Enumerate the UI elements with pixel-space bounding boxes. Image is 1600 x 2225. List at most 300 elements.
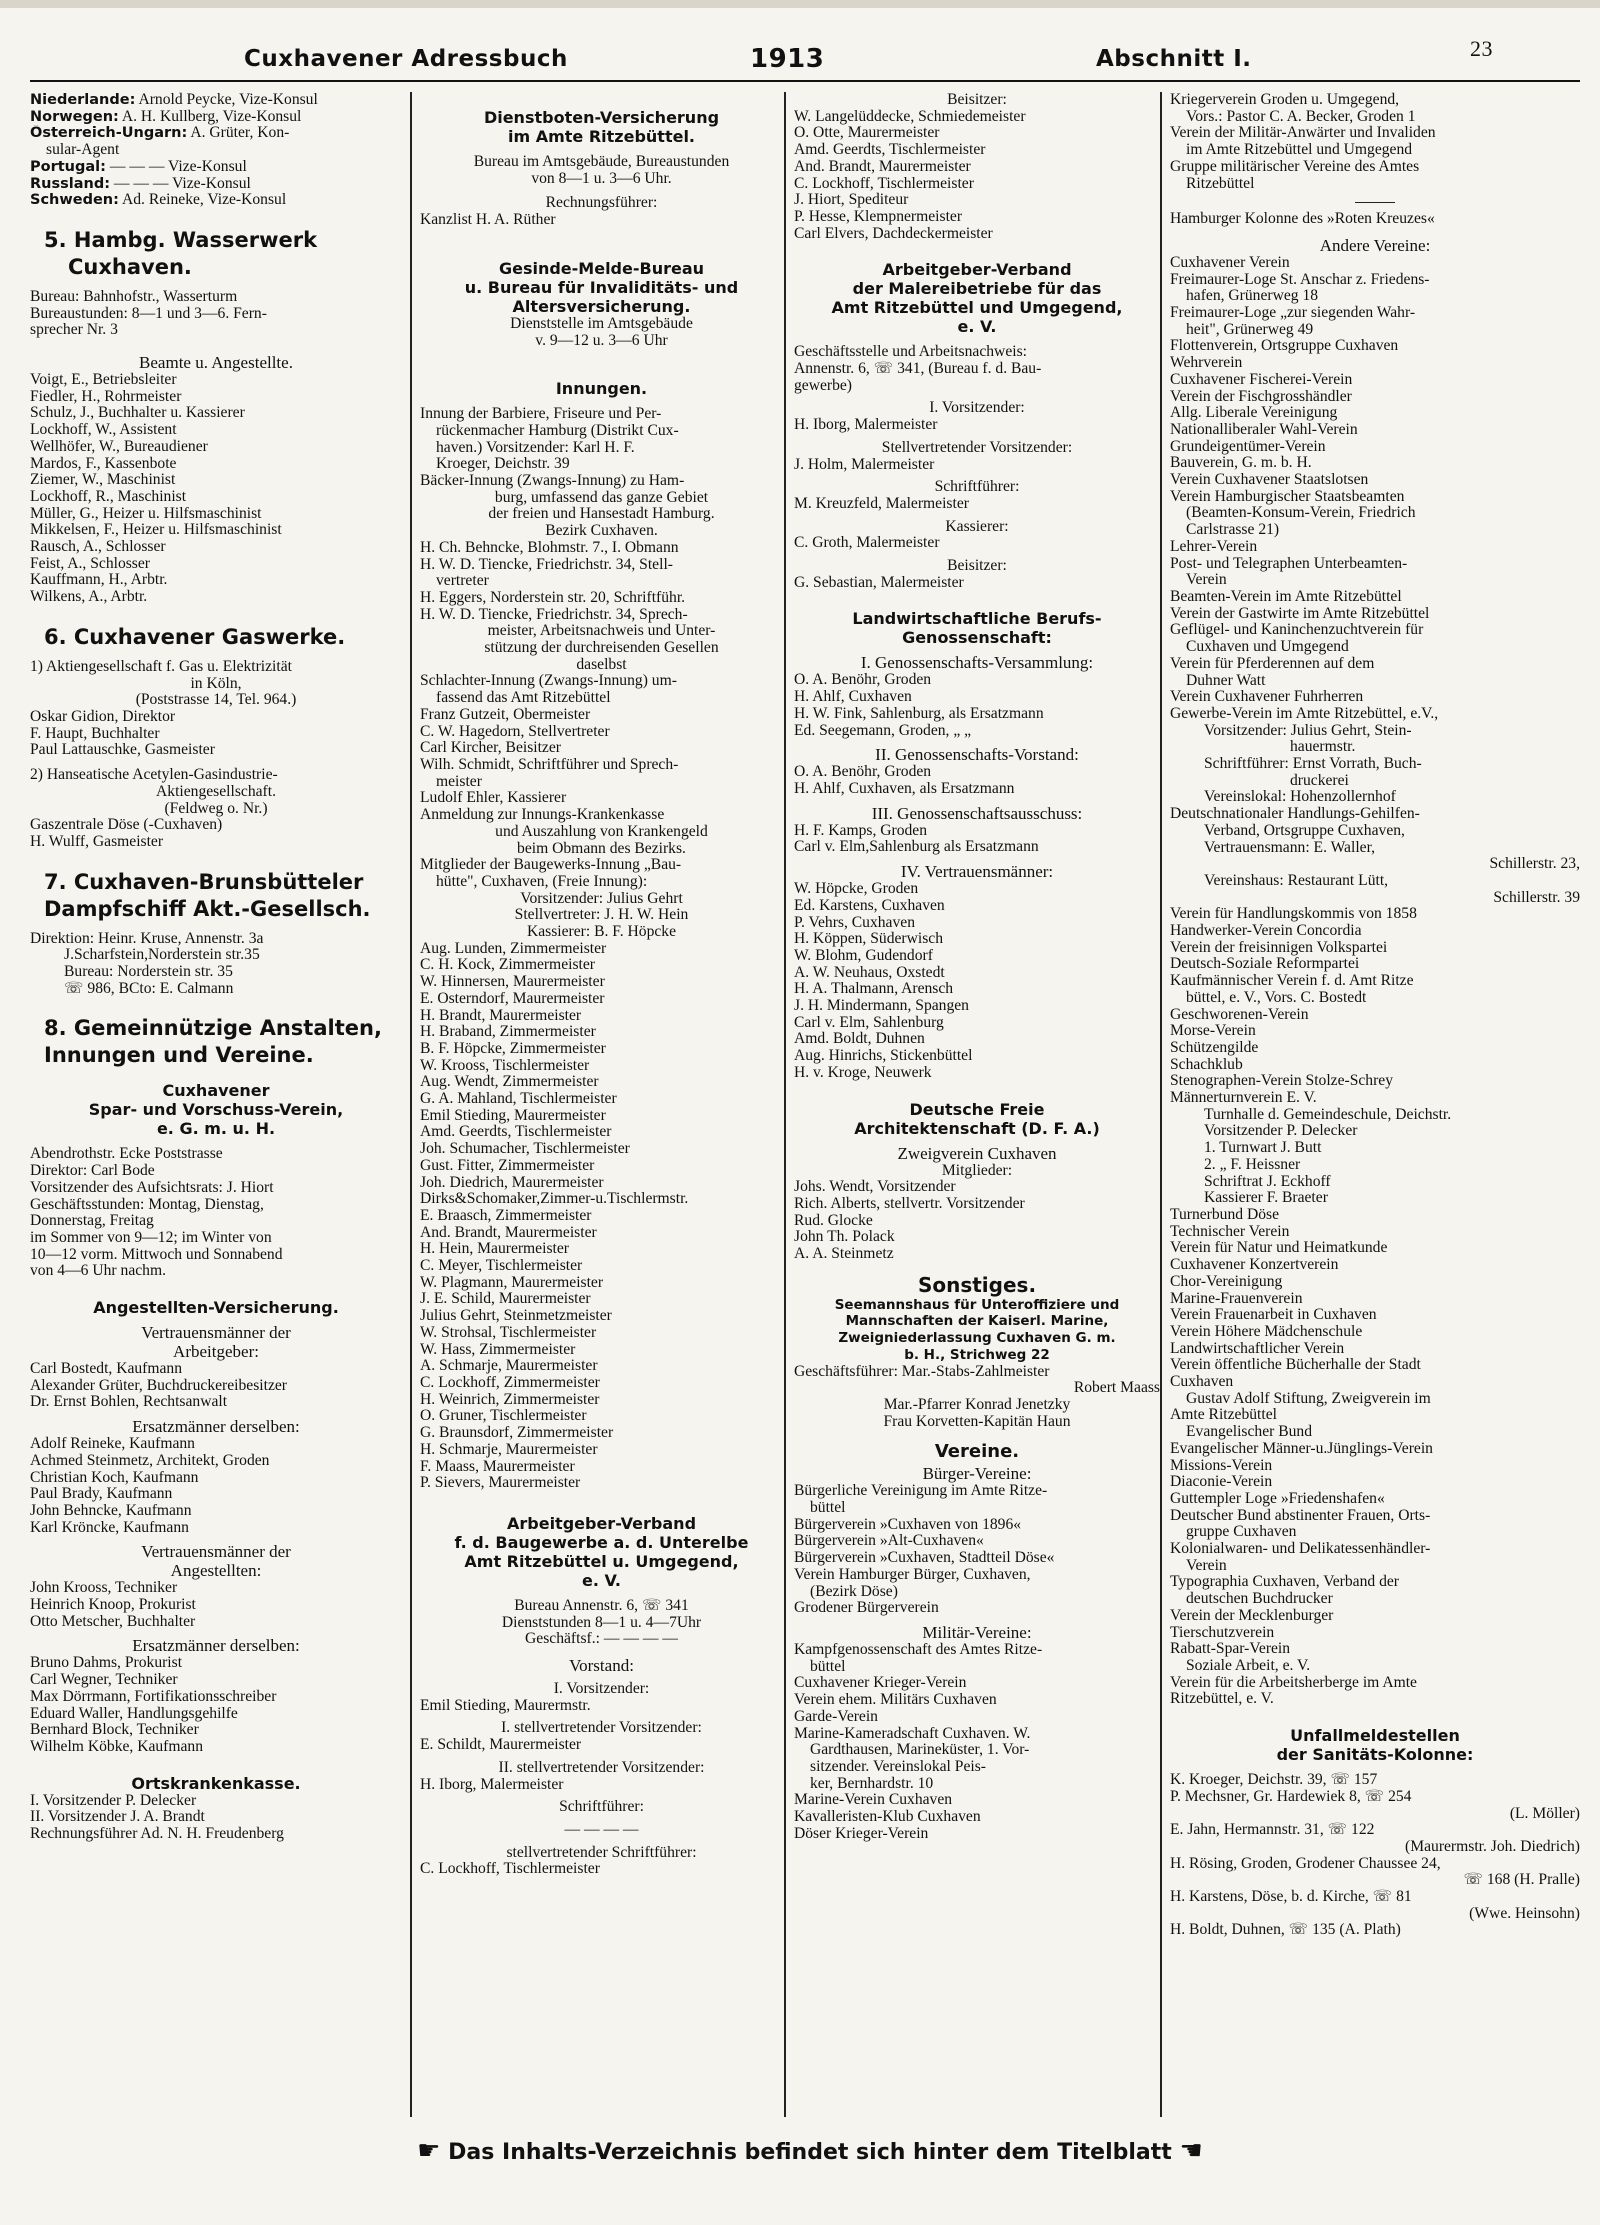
entry-line: J. H. Mindermann, Spangen [794,998,969,1015]
entry-line: Anmeldung zur Innungs-Krankenkasse [420,807,665,824]
entry-line: büttel, e. V., Vors. C. Bostedt [1186,989,1367,1006]
consul-entry [30,159,402,176]
entry-line: Annenstr. 6, ☏ 341, (Bureau f. d. Bau- [794,361,1042,378]
entry-line: Marine-Frauenverein [1170,1290,1303,1307]
entry-line: e. V. [582,1570,621,1590]
consul-country: Schweden: [30,192,119,209]
entry-line: Vorsitzender: Julius Gehrt [520,890,683,907]
entry-line: Bezirk Cuxhaven. [545,523,658,540]
column-2 [410,92,783,2117]
entry-line: J. E. Schild, Maurermeister [420,1291,591,1308]
entry-line: I. stellvertretender Vorsitzender: [501,1720,702,1737]
entry-line: Verband, Ortsgruppe Cuxhaven, [1204,822,1405,839]
genossenschaft-4-heading: IV. Vertrauensmänner: [900,862,1054,882]
entry-line: beim Obmann des Bezirks. [517,840,686,857]
entry-line: Post- und Telegraphen Unterbeamten- [1170,555,1408,572]
entry-line: im Amte Ritzebüttel und Umgegend [1186,142,1413,159]
entry-line: Verein Cuxhavener Fuhrherren [1170,689,1364,706]
entry-line: Stellvertretender Vorsitzender: [881,439,1073,456]
entry-line: H. Ahlf, Cuxhaven [794,689,912,706]
entry-line: G. Sebastian, Malermeister [794,574,964,591]
dfa-title [794,1100,1160,1138]
entry-line: Bernhard Block, Techniker [30,1722,199,1739]
entry-line: Arbeitgeber: [173,1342,259,1362]
entry-line: büttel [810,1500,846,1517]
entry-line: heit", Grünerweg 49 [1186,321,1314,338]
entry-line: daselbst [576,656,627,673]
entry-line: H. Ahlf, Cuxhaven, als Ersatzmann [794,780,1015,797]
column-3 [784,92,1160,2117]
entry-line: Bäcker-Innung (Zwangs-Innung) zu Ham- [420,473,685,490]
entry-line: Kampfgenossenschaft des Amtes Ritze- [794,1642,1043,1658]
genossenschaft-1-list [794,672,1160,739]
entry-line: Cuxhavener Verein [1170,254,1290,271]
buerger-vereine-heading: Bürger-Vereine: [922,1464,1032,1484]
entry-line: Kaufmännischer Verein f. d. Amt Ritze [1170,973,1414,990]
entry-line: Gustav Adolf Stiftung, Zweigverein im [1186,1390,1431,1407]
entry-line: Bürgerliche Vereinigung im Amte Ritze- [794,1483,1048,1500]
entry-line: Beamten-Verein im Amte Ritzebüttel [1170,588,1402,605]
entry-line: Verein für Natur und Heimatkunde [1170,1240,1388,1257]
entry-line: Amt Ritzebüttel und Umgegend, [831,298,1123,318]
entry-line: C. Meyer, Tischlermeister [420,1258,583,1275]
entry-line: Gardthausen, Marineküster, 1. Vor- [810,1742,1030,1759]
angestellten-versicherung-title: Angestellten-Versicherung. [93,1298,339,1318]
entry-line: ker, Bernhardstr. 10 [810,1775,934,1792]
entry-line: Emil Stieding, Maurermstr. [420,1697,591,1714]
section-5-info [30,289,402,339]
entry-line: Rud. Glocke [794,1212,873,1229]
entry-line: Männerturnverein E. V. [1170,1090,1317,1107]
entry-line: Vereinshaus: Restaurant Lütt, [1204,872,1389,889]
militaer-vereine-list [794,1642,1160,1842]
gesinde-info [420,316,783,349]
entry-line: Arbeitgeber-Verband [506,1513,697,1533]
entry-line: P. Vehrs, Cuxhaven [794,914,915,931]
entry-line: Flottenverein, Ortsgruppe Cuxhaven [1170,338,1399,355]
abv-vorstand-heading: Vorstand: [569,1656,634,1676]
entry-line: Kassierer F. Braeter [1204,1190,1328,1207]
entry-line: Gaszentrale Döse (-Cuxhaven) [30,817,223,834]
entry-line: Gust. Fitter, Zimmermeister [420,1157,595,1174]
genossenschaft-3-heading: III. Genossenschaftsausschuss: [871,803,1083,823]
entry-line: Otto Metscher, Buchhalter [30,1613,196,1630]
entry-line: II. Vorsitzender J. A. Brandt [30,1809,205,1826]
entry-line: Mar.-Pfarrer Konrad Jenetzky [883,1396,1071,1413]
entry-line: P. Mechsner, Gr. Hardewiek 8, ☏ 254 [1170,1788,1412,1805]
unfallmeldestellen-title [1170,1726,1580,1764]
entry-line: Schachklub [1170,1056,1243,1073]
entry-line: Dienststelle im Amtsgebäude [510,315,693,332]
consul-name: A. Grüter, Kon- [187,125,290,142]
entry-line: I. Vorsitzender: [553,1681,650,1698]
entry-line: Verein Hamburgischer Staatsbeamten [1170,488,1405,505]
entry-line: gruppe Cuxhaven [1186,1524,1297,1541]
consul-entry [30,109,402,126]
entry-line: Vorsitzender des Aufsichtsrats: J. Hiort [30,1179,274,1196]
entry-line: Tierschutzverein [1170,1624,1275,1641]
entry-line: Aug. Hinrichs, Stickenbüttel [794,1048,973,1065]
entry-line: (L. Möller) [1509,1805,1580,1822]
dienstboten-rf-name: Kanzlist H. A. Rüther [420,211,556,229]
entry-line: Robert Maass [1073,1380,1160,1397]
entry-line: Zweigniederlassung Cuxhaven G. m. [838,1330,1116,1347]
entry-line: sprecher Nr. 3 [30,322,118,339]
entry-line: Cuxhavener Fischerei-Verein [1170,371,1353,388]
entry-line: Marine-Verein Cuxhaven [794,1792,953,1809]
entry-line: Abendrothstr. Ecke Poststrasse [30,1146,223,1163]
entry-line: b. H., Strichweg 22 [904,1346,1050,1363]
footer-note [330,2133,1290,2169]
entry-line: Dirks&Schomaker,Zimmer-u.Tischlermstr. [420,1191,689,1208]
entry-line: P. Sievers, Maurermeister [420,1475,581,1492]
entry-line: Innung der Barbiere, Friseure und Per- [420,406,662,423]
entry-line: Lehrer-Verein [1170,538,1258,555]
av-group-4 [30,1655,402,1755]
pointing-hand-right-icon: ☛ [417,2136,441,2166]
entry-line: H. Köppen, Süderwisch [794,931,943,948]
entry-line: Schriftführer: [559,1799,644,1816]
consul-name: Ad. Reineke, Vize-Konsul [118,192,287,209]
header-title: Cuxhavener Adressbuch [244,46,568,72]
entry-line: Gesinde-Melde-Bureau [498,258,705,278]
maler-verband-title [794,260,1160,336]
entry-line: stellvertretender Schriftführer: [506,1844,697,1861]
entry-line: Schriftrat J. Eckhoff [1204,1173,1331,1190]
entry-line: O. Otte, Maurermeister [794,125,940,142]
section-8-title [30,1015,402,1069]
entry-line: Ritzebüttel [1186,175,1255,192]
entry-line: Evangelischer Männer-u.Jünglings-Verein [1170,1440,1433,1457]
entry-line: A. Schmarje, Maurermeister [420,1358,598,1375]
entry-line: burg, umfassend das ganze Gebiet [494,489,709,506]
entry-line: Vors.: Pastor C. A. Becker, Groden 1 [1186,108,1416,125]
entry-line: J. Holm, Malermeister [794,456,935,473]
entry-line: Cuxhaven und Umgegend [1186,639,1349,656]
entry-line: Turnhalle d. Gemeindeschule, Deichstr. [1204,1106,1452,1123]
entry-line: Bürgerverein »Cuxhaven von 1896« [794,1516,1022,1533]
entry-line: Johs. Wendt, Vorsitzender [794,1179,956,1196]
entry-line: Mannschaften der Kaiserl. Marine, [845,1313,1109,1330]
dienstboten-rf-label: Rechnungsführer: [545,194,658,212]
entry-line: And. Brandt, Maurermeister [420,1224,597,1241]
entry-line: A. A. Steinmetz [794,1246,894,1263]
consul-country: Portugal: [30,158,106,175]
entry-line: Adolf Reineke, Kaufmann [30,1436,195,1453]
entry-line: H. A. Thalmann, Arensch [794,981,954,998]
entry-line: Bureau: Bahnhofstr., Wasserturm [30,288,238,305]
maler-verband-info [794,344,1160,394]
entry-line: Bureaustunden: 8—1 und 3—6. Fern- [30,305,267,322]
entry-line: Franz Gutzeit, Obermeister [420,706,591,723]
entry-line: Mardos, F., Kassenbote [30,455,177,472]
entry-line: ☏ 986, BCto: E. Calmann [64,980,234,997]
entry-line: I. Vorsitzender: [929,400,1025,417]
entry-line: Geschäftsstelle und Arbeitsnachweis: [794,344,1027,361]
entry-line: stützung der durchreisenden Gesellen [484,640,719,657]
entry-line: Paul Brady, Kaufmann [30,1486,173,1503]
entry-line: G. Braunsdorf, Zimmermeister [420,1425,614,1442]
entry-line: Bauverein, G. m. b. H. [1170,455,1312,472]
entry-line: ☏ 168 (H. Pralle) [1463,1872,1580,1889]
av-group-3-heading [30,1542,402,1580]
dienstboten-info [420,154,783,187]
entry-line: John Behncke, Kaufmann [30,1502,192,1519]
entry-line: H. Eggers, Norderstein str. 20, Schriftführ. [420,589,686,606]
entry-line: Deutsch-Soziale Reformpartei [1170,956,1360,973]
entry-line: sitzender. Vereinslokal Peis- [810,1758,986,1775]
abv-vorstand-list [420,1681,783,1878]
entry-line: Paul Lattauschke, Gasmeister [30,742,215,759]
entry-line: H. W. Fink, Sahlenburg, als Ersatzmann [794,705,1044,722]
entry-line: Geschworenen-Verein [1170,1006,1309,1023]
entry-line: W. Höpcke, Groden [794,881,919,898]
entry-line: W. Langelüddecke, Schmiedemeister [794,108,1026,125]
entry-line: im Amte Ritzebüttel. [507,127,696,146]
entry-line: Aktiengesellschaft. [156,783,276,800]
entry-line: I. Vorsitzender P. Delecker [30,1792,197,1809]
entry-line: Architektenschaft (D. F. A.) [854,1118,1100,1138]
militaer-vereine-heading: Militär-Vereine: [922,1623,1032,1642]
entry-line: Genossenschaft: [902,628,1052,648]
entry-line: Cuxhavener Konzertverein [1170,1257,1339,1274]
entry-line: Bürgerverein »Alt-Cuxhaven« [794,1533,984,1550]
entry-line: W. Plagmann, Maurermeister [420,1274,604,1291]
page-number: 23 [1470,36,1493,61]
dienstboten-title [420,108,783,146]
consul-name: A. H. Kullberg, Vize-Konsul [118,108,302,125]
consul-list [30,92,402,209]
entry-line: Lockhoff, R., Maschinist [30,488,187,505]
entry-line: Oskar Gidion, Direktor [30,708,176,725]
entry-line: 2. „ F. Heissner [1204,1156,1301,1173]
unfallmeldestellen-list [1170,1772,1580,1939]
entry-line: (Maurermstr. Joh. Diedrich) [1405,1838,1580,1855]
entry-line: H. W. D. Tiencke, Friedrichstr. 34, Stell- [420,556,673,573]
entry-line: A. W. Neuhaus, Oxstedt [794,964,945,981]
entry-line: (Bezirk Döse) [810,1583,898,1600]
abv-baugewerbe-title [420,1514,783,1590]
entry-line: H. Iborg, Malermeister [794,417,938,434]
section-5-title-line: Cuxhaven. [68,254,192,279]
entry-line: Carl Wegner, Techniker [30,1672,178,1689]
entry-line: und Auszahlung von Krankengeld [495,823,708,840]
entry-line: der Malereibetriebe für das [852,279,1102,299]
entry-line: Arbeitgeber-Verband [882,260,1072,280]
consul-name: sular-Agent [46,142,120,159]
entry-line: Geschäftsführer: Mar.-Stabs-Zahlmeister [794,1363,1050,1380]
entry-line: Stenographen-Verein Stolze-Schrey [1170,1073,1394,1090]
entry-line: meister [436,773,482,790]
consul-entry [30,92,402,109]
entry-line: C. Groth, Malermeister [794,535,940,552]
consul-country: Norwegen: [30,108,119,125]
entry-line: Feist, A., Schlosser [30,555,150,572]
consul-name: — — — Vize-Konsul [110,175,251,192]
entry-line: hauermstr. [1290,739,1356,756]
entry-line: H. Hein, Maurermeister [420,1241,569,1258]
genossenschaft-4-list [794,881,1160,1081]
section-7-title-line: Dampfschiff Akt.-Gesellsch. [44,896,371,921]
section-8-title-line: 8. Gemeinnützige Anstalten, [44,1016,382,1041]
entry-line: Schillerstr. 39 [1493,889,1580,906]
entry-line: u. Bureau für Invaliditäts- und [464,277,739,297]
seemannshaus-title [794,1297,1160,1364]
entry-line: Grodener Bürgerverein [794,1600,939,1617]
entry-line: Seemannshaus für Unteroffiziere und [834,1296,1120,1313]
entry-line: Schillerstr. 23, [1489,856,1580,873]
entry-line: 1) Aktiengesellschaft f. Gas u. Elektrizität [30,658,292,675]
genossenschaft-2-list [794,764,1160,797]
entry-line: Geflügel- und Kaninchenzuchtverein für [1170,622,1424,639]
entry-line: Altersversicherung. [512,296,691,316]
entry-line: Verein der Militär-Anwärter und Invaliden [1170,125,1436,142]
entry-line: H. Weinrich, Zimmermeister [420,1391,600,1408]
entry-line: meister, Arbeitsnachweis und Unter- [487,623,716,640]
entry-line: Carl Kircher, Beisitzer [420,740,561,757]
entry-line: Aug. Wendt, Zimmermeister [420,1074,599,1091]
entry-line: (Feldweg o. Nr.) [164,800,268,817]
vereine-title: Vereine. [934,1441,1020,1463]
av-group-1 [30,1361,402,1411]
entry-line: Deutsche Freie [909,1099,1045,1119]
genossenschaft-3-list [794,823,1160,856]
entry-line: deutschen Buchdrucker [1186,1591,1333,1608]
header-year: 1913 [750,44,825,74]
entry-line: Carl v. Elm,Sahlenburg als Ersatzmann [794,839,1039,856]
entry-line: Spar- und Vorschuss-Verein, [88,1100,344,1120]
dfa-members [794,1179,1160,1263]
entry-line: Joh. Diedrich, Maurermeister [420,1174,604,1191]
andere-vereine-heading: Andere Vereine: [1319,235,1431,255]
entry-line: hütte", Cuxhaven, (Freie Innung): [436,873,648,890]
section-7-title [30,869,402,923]
entry-line: Christian Koch, Kaufmann [30,1469,199,1486]
entry-line: Schriftführer: Ernst Vorrath, Buch- [1204,756,1422,773]
entry-line: Frau Korvetten-Kapitän Haun [883,1413,1071,1430]
entry-line: der Sanitäts-Kolonne: [1276,1745,1474,1765]
entry-line: Mikkelsen, F., Heizer u. Hilfsmaschinist [30,522,282,539]
entry-line: Rabatt-Spar-Verein [1170,1641,1291,1658]
consul-entry [30,192,402,209]
entry-line: Verein der Mecklenburger [1170,1607,1334,1624]
entry-line: Freimaurer-Loge St. Anschar z. Friedens- [1170,271,1430,288]
entry-line: e. G. m. u. H. [156,1119,276,1139]
sonstiges-title: Sonstiges. [917,1272,1037,1297]
entry-line: H. Karstens, Döse, b. d. Kirche, ☏ 81 [1170,1889,1412,1906]
entry-line: M. Kreuzfeld, Malermeister [794,495,969,512]
entry-line: W. Krooss, Tischlermeister [420,1057,590,1074]
entry-line: (Beamten-Konsum-Verein, Friedrich [1186,505,1416,522]
header-section: Abschnitt I. [1096,46,1252,72]
entry-line: Typographia Cuxhaven, Verband der [1170,1574,1399,1591]
entry-line: Direktor: Carl Bode [30,1163,155,1180]
entry-line: Guttempler Loge »Friedenshafen« [1170,1490,1385,1507]
entry-line: Amd. Geerdts, Tischlermeister [420,1124,612,1141]
entry-line: Vorsitzender P. Delecker [1204,1123,1358,1140]
entry-line: H. W. D. Tiencke, Friedrichstr. 34, Sprech- [420,606,688,623]
entry-line: (Wwe. Heinsohn) [1469,1905,1580,1922]
section-6-company-b-staff [30,817,402,850]
section-6-company-b [30,767,402,817]
entry-line: Angestellten: [170,1561,262,1581]
column-4 [1160,92,1580,2117]
entry-line: — — — — [564,1821,639,1838]
entry-line: Verein Höhere Mädchenschule [1170,1323,1363,1340]
entry-line: Cuxhaven [1170,1374,1234,1391]
section-6-company-a [30,659,402,709]
entry-line: gewerbe) [794,377,853,394]
entry-line: C. Lockhoff, Zimmermeister [420,1375,600,1391]
entry-line: F. Haupt, Buchhalter [30,725,160,742]
entry-line: John Th. Polack [794,1229,895,1246]
entry-line: And. Brandt, Maurermeister [794,158,971,175]
entry-line: E. Braasch, Zimmermeister [420,1207,592,1224]
entry-line: Mitglieder der Baugewerks-Innung „Bau- [420,857,682,874]
entry-line: Landwirtschaftliche Berufs- [852,609,1102,629]
entry-line: Evangelischer Bund [1186,1424,1313,1441]
section-6-company-a-staff [30,709,402,759]
entry-line: Geschäftsstunden: Montag, Dienstag, [30,1196,264,1213]
entry-line: O. A. Benöhr, Groden [794,764,932,781]
entry-line: Wilhelm Köbke, Kaufmann [30,1739,204,1755]
entry-line: Beisitzer: [947,558,1007,575]
pointing-hand-left-icon: ☚ [1179,2136,1203,2166]
entry-line: Aug. Lunden, Zimmermeister [420,940,607,957]
seemannshaus-info [794,1364,1160,1431]
entry-line: H. Iborg, Malermeister [420,1776,564,1793]
entry-line: Diaconie-Verein [1170,1474,1273,1491]
entry-line: Direktion: Heinr. Kruse, Annenstr. 3a [30,930,264,947]
entry-line: Verein der freisinnigen Volkspartei [1170,939,1388,956]
entry-line: E. Jahn, Hermannstr. 31, ☏ 122 [1170,1822,1375,1839]
entry-line: Ziemer, W., Maschinist [30,472,176,489]
entry-line: Verein Cuxhavener Staatslotsen [1170,472,1369,489]
entry-line: W. Hass, Zimmermeister [420,1341,576,1358]
entry-line: W. Blohm, Gudendorf [794,947,933,964]
entry-line: C. Lockhoff, Tischlermeister [794,175,974,192]
entry-line: f. d. Baugewerbe a. d. Unterelbe [454,1532,749,1552]
entry-line: Morse-Verein [1170,1023,1256,1040]
av-group-2-heading: Ersatzmänner derselben: [132,1417,300,1437]
entry-line: Verein der Gastwirte im Amte Ritzebüttel [1170,605,1430,622]
consul-country: Niederlande: [30,92,136,108]
entry-line: Bürgerverein »Cuxhaven, Stadtteil Döse« [794,1550,1055,1567]
entry-line: E. Osterndorf, Maurermeister [420,990,605,1007]
entry-line: Handwerker-Verein Concordia [1170,923,1362,940]
entry-line: Freimaurer-Loge „zur siegenden Wahr- [1170,305,1416,322]
entry-line: Wehrverein [1170,355,1243,372]
entry-line: C. Lockhoff, Tischlermeister [420,1861,600,1878]
entry-line: Garde-Verein [794,1708,878,1725]
entry-line: J. Hiort, Spediteur [794,192,909,209]
entry-line: Fiedler, H., Rohrmeister [30,388,182,405]
scan-edge [0,0,1600,8]
entry-line: Verein für die Arbeitsherberge im Amte [1170,1674,1417,1691]
entry-line: Gewerbe-Verein im Amte Ritzebüttel, e.V., [1170,705,1439,722]
entry-line: 1. Turnwart J. Butt [1204,1140,1322,1157]
entry-line: Karl Kröncke, Kaufmann [30,1519,189,1536]
entry-line: Cuxhavener Krieger-Verein [794,1675,967,1692]
entry-line: 2) Hanseatische Acetylen-Gasindustrie- [30,767,278,784]
entry-line: Dienststunden 8—1 u. 4—7Uhr [501,1614,702,1631]
entry-line: Achmed Steinmetz, Architekt, Groden [30,1452,270,1469]
entry-line: von 8—1 u. 3—6 Uhr. [531,170,672,187]
entry-line: Kauffmann, H., Arbtr. [30,572,168,589]
entry-line: J.Scharfstein,Norderstein str.35 [64,947,260,964]
entry-line: C. H. Kock, Zimmermeister [420,957,595,974]
entry-line: H. Ch. Behncke, Blohmstr. 7., I. Obmann [420,539,679,556]
